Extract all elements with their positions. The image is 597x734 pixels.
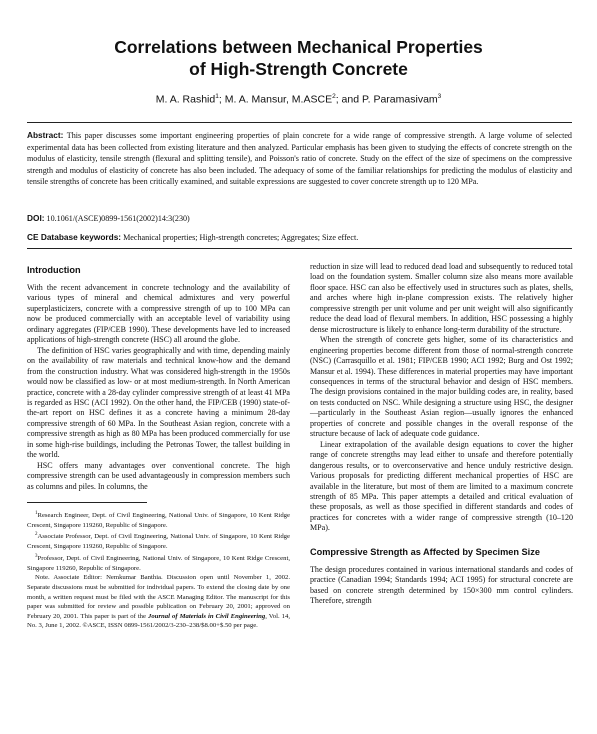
note-text-pre: Note. Associate Editor: Nemkumar Banthia. Discussion open until November 1, 2002. Separate discussions must be submitted for individual papers. To extend the closing date by one month, a written request must be filed with the ASCE Managing Editor. The manuscript for this paper was submitted for review and possible publication on February 20, 2001; approved on February 20, 2001. This paper is part of the — [27, 574, 290, 620]
body-paragraph: The definition of HSC varies geographically and with time, depending mainly on the availability of raw materials and technical know-how and the demand from the construction industry. What was considered high-strength in the 1950s would now be classified as low- or at most medium-strength. In North American practice, concrete with a 28-day cylinder compressive strength of at least 41 MPa is regarded as HSC (ACI 1992). On the other hand, the FIP/CEB (1990) state-of-the-art report on HSC defines it as a concrete having a minimum 28-day compressive strength of 60 MPa. In the Southeast Asian region, concrete with a compressive strength as high as 80 MPa has been produced commercially for use in some high-rise buildings, including the Petronas Tower, the tallest building in the world. — [27, 345, 290, 460]
author-separator: ; — [218, 93, 225, 106]
abstract-top-rule — [27, 122, 572, 123]
author-affiliation-mark: 2 — [332, 93, 336, 100]
right-column — [310, 262, 573, 607]
doi-value[interactable]: 10.1061/(ASCE)0899-1561(2002)14:3(230) — [46, 214, 190, 223]
abstract-text: This paper discusses some important engineering properties of plain concrete for a wide range of compressive strength. A large volume of selected experimental data has been collected from existing literature and then analyzed. Particular emphasis has been given to studying the effects of concrete strength on the modulus of elasticity, tensile strength (flexural and splitting tensile), and Poisson's ratio of concrete. Study on the effect of the size of specimens on the compressive strength and modulus of elasticity of concrete has also been included. The adequacy of some of the familiar relationships for predicting the modulus of elasticity and tensile strengths of concrete has been critically examined, and suitable expressions are suggested to cover concrete strength up to 120 MPa. — [27, 131, 572, 187]
editorial-note — [27, 573, 290, 631]
abstract — [27, 130, 572, 188]
author-affiliation-mark: 3 — [437, 93, 442, 100]
body-paragraph: When the strength of concrete gets higher, some of its characteristics and engineering properties become different from those of normal-strength concrete (NSC) (Carrasquillo et al. 1981; FIP/CEB 1990; ACI 1992; Burg and Ost 1992; Mansur et al. 1994). These differences in material properties may have important consequences in terms of the structural behavior and design of HSC members. The design provisions contained in the major building codes are, in reality, based on tests conducted on NSC. While designing a structure using HSC, the designer—particularly in the Southeast Asian region—usually ignores the enhanced properties of concrete and possible changes in the overall response of the structure because of lack of adequate code guidance. — [310, 335, 573, 439]
section-heading-compressive-strength: Compressive Strength as Affected by Specimen Size — [310, 546, 540, 557]
left-column — [27, 262, 290, 631]
section-spacer — [310, 534, 573, 544]
abstract-bottom-rule — [27, 248, 572, 249]
author-name: P. Paramasivam — [361, 93, 438, 106]
footnote-rule — [27, 502, 147, 503]
footnote-mark: 3 — [35, 553, 38, 559]
body-paragraph: Linear extrapolation of the available design equations to cover the higher range of concrete strengths may lead either to unsafe and therefore potentially dangerous results, or to overconservative and hence unduly restrictive design. Various proposals for predicting different mechanical properties of HSC are available in the literature, but most of them are limited to a maximum concrete strength of 85 MPa. This paper attempts a detailed and critical evaluation of these proposals, as well as those specified in different standards and codes of practices for concretes with a wider range of compressive strength (10–120 MPa). — [310, 439, 573, 533]
body-paragraph: reduction in size will lead to reduced dead load and subsequently to reduced total load on the foundation system. Smaller column size also means more available floor space. HSC can also be effectively used in structures such as plates, shells, and arches where high in-plane compression exists. The relatively higher compressive strength per unit volume and per unit weight will also significantly reduce the dead load of flexural members. In addition, HSC possessing a highly dense microstructure is likely to enhance long-term durability of the structure. — [310, 262, 573, 334]
author-list — [40, 93, 557, 106]
footnote — [27, 552, 290, 573]
title-line-1: Correlations between Mechanical Properties — [114, 37, 483, 57]
footnote — [27, 509, 290, 530]
footnote-text: Professor, Dept. of Civil Engineering, National Univ. of Singapore, 10 Kent Ridge Crescent, Singapore 119260, Republic of Singapore. — [27, 555, 290, 572]
footnote-mark: 1 — [35, 511, 38, 517]
body-paragraph: The design procedures contained in various international standards and codes of practice (Canadian 1994; Standards 1994; ACI 1995) for structural concrete are based on concrete strength determined by 150×300 mm control cylinders. Therefore, strength — [310, 564, 573, 606]
journal-name: Journal of Materials in Civil Engineering — [148, 612, 266, 620]
author-separator: ; and — [335, 93, 362, 106]
keywords-label: CE Database keywords: — [27, 232, 122, 242]
author-name: M. A. Mansur, M.ASCE — [224, 93, 333, 106]
title-line-2: of High-Strength Concrete — [189, 59, 408, 79]
keywords-line — [27, 232, 572, 242]
body-paragraph: HSC offers many advantages over conventional concrete. The high compressive strength can be used advantageously in compression members such as columns and piles. In columns, the — [27, 460, 290, 491]
author-name: M. A. Rashid — [155, 93, 216, 106]
footnote-text: Associate Professor, Dept. of Civil Engineering, National Univ. of Singapore, 10 Kent Ridge Crescent, Singapore 119260, Republic of Singapore. — [27, 533, 290, 551]
note-text-post: , Vol. 14, No. 3, June 1, 2002. ©ASCE, ISSN 0899-1561/2002/3-230–238/$8.00+$.50 per page. — [27, 612, 291, 630]
author-affiliation-mark: 1 — [215, 93, 219, 100]
footnote — [27, 530, 290, 551]
footnote-text: Research Engineer, Dept. of Civil Engineering, National Univ. of Singapore, 10 Kent Ridge Crescent, Singapore 119260, Republic of Singapore. — [27, 512, 290, 529]
doi-line — [27, 213, 572, 223]
section-heading-introduction: Introduction — [27, 265, 81, 275]
doi-label: DOI: — [27, 213, 45, 223]
footnote-mark: 2 — [35, 532, 38, 538]
paper-title — [40, 36, 557, 80]
body-paragraph: With the recent advancement in concrete technology and the availability of various types of mineral and chemical admixtures and very powerful superplasticizers, concrete with a compressive strength of up to 100 MPa can now be produced commercially with an acceptable level of variability using ordinary aggregates (FIP/CEB 1990). These developments have led to increased applications of high-strength concrete (HSC) all around the globe. — [27, 283, 290, 345]
abstract-label: Abstract: — [27, 130, 64, 140]
keywords-value: Mechanical properties; High-strength concretes; Aggregates; Size effect. — [123, 233, 359, 242]
